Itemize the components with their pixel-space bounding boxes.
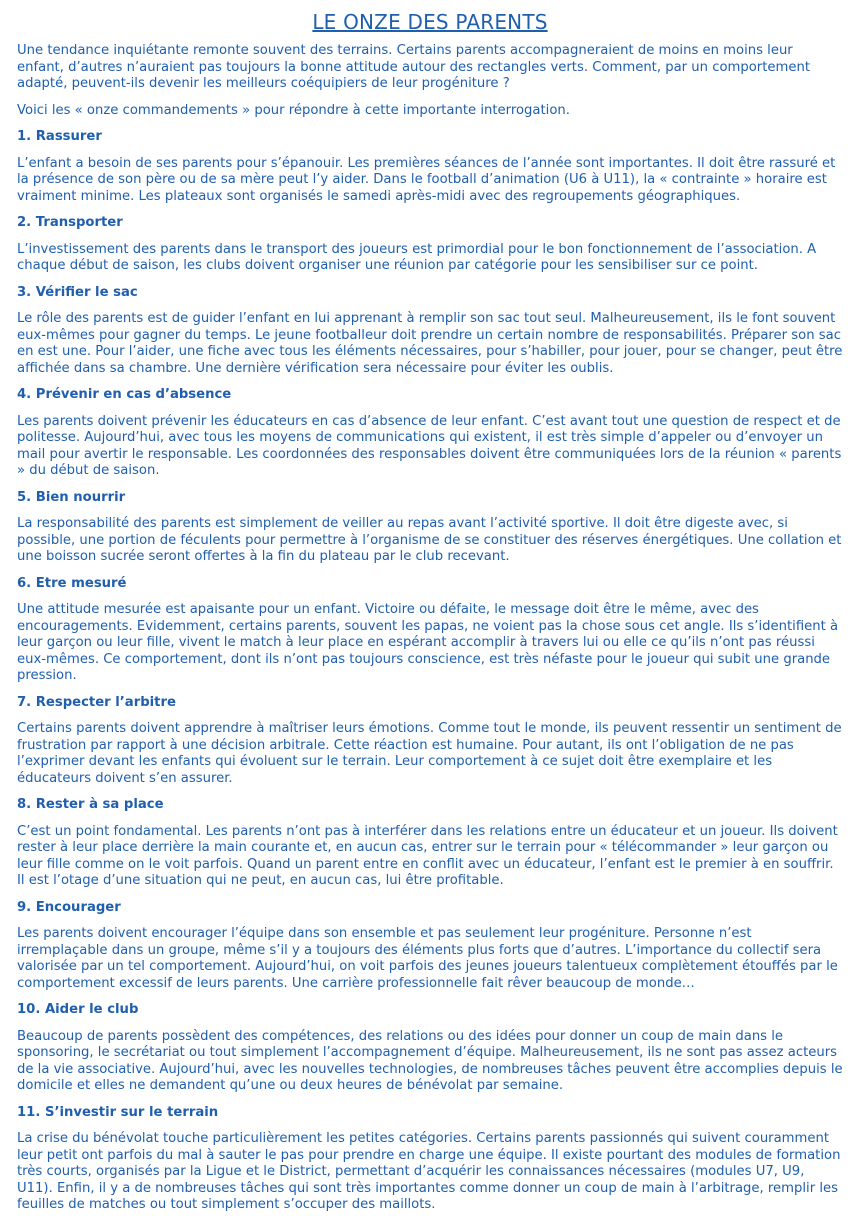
section-aider-le-club xyxy=(17,1002,843,1095)
section-body: L’enfant a besoin de ses parents pour s’épanouir. Les premières séances de l’année sont importantes. Il doit être rassuré et la présence de son père ou de sa mère peut l’y aider. Dans le football d’animation (U6 à U11), la « contrainte » horaire est vraiment minime. Les plateaux sont organisés le samedi après-midi avec des regroupements géographiques. xyxy=(17,155,836,204)
section-body: Le rôle des parents est de guider l’enfant en lui apprenant à remplir son sac tout seul. Malheureusement, ils le font souvent eux-mêmes pour gagner du temps. Le jeune footballeur doit prendre un certain nombre de responsabilités. Préparer son sac en est une. Pour l’aider, une fiche avec tous les éléments nécessaires, pour s’habiller, pour jouer, pour se changer, peut être affichée dans sa chambre. Une dernière vérification sera nécessaire pour éviter les oublis. xyxy=(17,311,843,376)
section-heading: 9. Encourager xyxy=(17,899,121,915)
section-body: Beaucoup de parents possèdent des compétences, des relations ou des idées pour donner un coup de main dans le sponsoring, le secrétariat ou tout simplement l’accompagnement d’équipe. Malheureusement, ils ne sont pas assez acteurs de la vie associative. Aujourd’hui, avec les nouvelles technologies, de nombreuses tâches peuvent être accomplies depuis le domicile et elles ne demandent qu’une ou deux heures de bénévolat par semaine. xyxy=(17,1028,843,1093)
section-heading: 6. Etre mesuré xyxy=(17,575,127,591)
section-respecter-arbitre xyxy=(17,695,843,788)
section-heading: 1. Rassurer xyxy=(17,129,102,144)
section-heading: 10. Aider le club xyxy=(17,1002,139,1017)
section-body: La responsabilité des parents est simplement de veiller au repas avant l’activité sportive. Il doit être digeste avec, si possible, une portion de féculents pour permettre à l’organisme de se constituer des réserves énergétiques. Une collation et une boisson sucrée seront offertes à la fin du plateau par le club recevant. xyxy=(17,516,842,564)
section-transporter xyxy=(17,215,843,275)
section-rester-a-sa-place xyxy=(17,797,843,890)
section-body: La crise du bénévolat touche particulièrement les petites catégories. Certains parents passionnés qui suivent couramment leur petit ont parfois du mal à sauter le pas pour prendre en charge une équipe. Il existe pourtant des modules de formation très courts, organisés par la Ligue et le District, permettant d’acquérir les connaissances nécessaires (modules U7, U9, U11). Enfin, il y a de nombreuses tâches qui sont très importantes comme donner un coup de main à l’arbitrage, remplir les feuilles de matches ou tout simplement s’occuper des maillots. xyxy=(17,1131,841,1212)
section-heading: 2. Transporter xyxy=(17,215,123,230)
section-encourager xyxy=(17,900,843,993)
section-heading: 5. Bien nourrir xyxy=(17,489,126,505)
section-rassurer xyxy=(17,129,843,205)
section-heading: 8. Rester à sa place xyxy=(17,797,164,812)
section-sinvestir xyxy=(17,1105,843,1214)
section-body: C’est un point fondamental. Les parents n’ont pas à interférer dans les relations entre un éducateur et un joueur. Ils doivent rester à leur place derrière la main courante et, en aucun cas, entrer sur le terrain pour « télécommander » leur garçon ou leur fille comme on le voit parfois. Quand un parent entre en conflit avec un éducateur, l’enfant est le premier à en souffrir. Il est l’otage d’une situation qui ne peut, en aucun cas, lui être profitable. xyxy=(17,823,838,888)
intro-paragraph: Une tendance inquiétante remonte souvent des terrains. Certains parents accompagneraient de moins en moins leur enfant, d’autres n’auraient pas toujours la bonne attitude autour des rectangles verts. Comment, par un comportement adapté, peuvent-ils devenir les meilleurs coéquipiers de leur progéniture ? xyxy=(17,43,811,91)
intro-paragraph: Voici les « onze commandements » pour répondre à cette importante interrogation. xyxy=(17,102,570,118)
section-heading: 3. Vérifier le sac xyxy=(17,284,138,300)
section-body: Une attitude mesurée est apaisante pour un enfant. Victoire ou défaite, le message doit être le même, avec des encouragements. Evidemment, certains parents, souvent les papas, ne voient pas la chose sous cet angle. Ils s’identifient à leur garçon ou leur fille, vivent le match à leur place en espérant accomplir à travers lui ou elle ce qu’ils n’ont pas réussi eux-mêmes. Ce comportement, dont ils n’ont pas toujours conscience, est très néfaste pour le joueur qui subit une grande pression. xyxy=(17,602,839,683)
section-heading: 11. S’investir sur le terrain xyxy=(17,1104,219,1120)
section-prevenir xyxy=(17,387,843,480)
section-body: Certains parents doivent apprendre à maîtriser leurs émotions. Comme tout le monde, ils peuvent ressentir un sentiment de frustration par rapport à une décision arbitrale. Cette réaction est humaine. Pour autant, ils ont l’obligation de ne pas l’exprimer devant les enfants qui évoluent sur le terrain. Leur comportement à ce sujet doit être exemplaire et les éducateurs doivent s’en assurer. xyxy=(17,721,842,786)
section-body: Les parents doivent encourager l’équipe dans son ensemble et pas seulement leur progéniture. Personne n’est irremplaçable dans un groupe, même s’il y a toujours des éléments plus forts que d’autres. L’importance du collectif sera valorisée par un tel comportement. Aujourd’hui, on voit parfois des jeunes joueurs talentueux complètement étouffés par le comportement excessif de leurs parents. Une carrière professionnelle fait rêver beaucoup de monde… xyxy=(17,926,838,991)
section-etre-mesure xyxy=(17,576,843,685)
section-verifier-le-sac xyxy=(17,285,843,378)
document-title: LE ONZE DES PARENTS xyxy=(312,10,548,34)
section-body: Les parents doivent prévenir les éducateurs en cas d’absence de leur enfant. C’est avant tout une question de respect et de politesse. Aujourd’hui, avec tous les moyens de communications qui existent, il est très simple d’appeler ou d’envoyer un mail pour avertir le responsable. Les coordonnées des responsables doivent être communiquées lors de la réunion « parents » du début de saison. xyxy=(17,413,842,478)
intro xyxy=(17,43,843,119)
section-body: L’investissement des parents dans le transport des joueurs est primordial pour le bon fonctionnement de l’association. A chaque début de saison, les clubs doivent organiser une réunion par catégorie pour les sensibiliser sur ce point. xyxy=(17,241,817,273)
section-bien-nourrir xyxy=(17,490,843,566)
section-heading: 7. Respecter l’arbitre xyxy=(17,694,176,710)
section-heading: 4. Prévenir en cas d’absence xyxy=(17,387,232,402)
